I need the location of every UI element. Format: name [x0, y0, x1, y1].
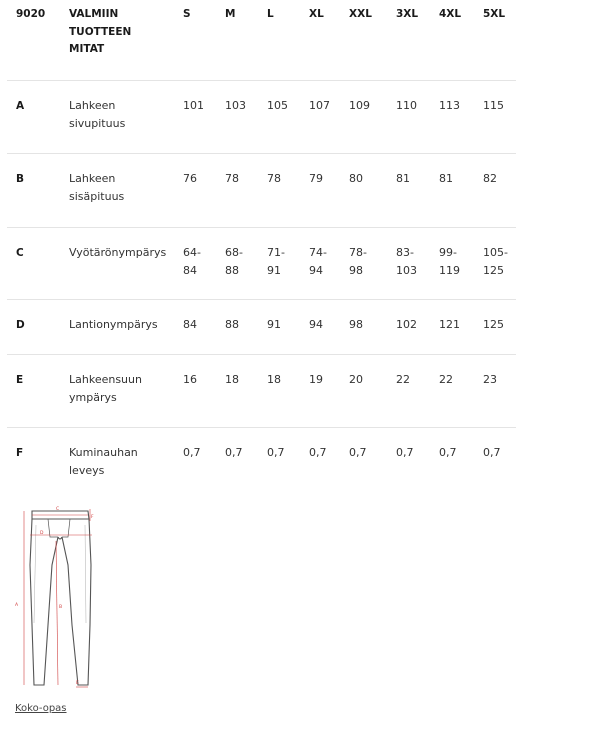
value-cell: 109: [340, 80, 387, 153]
value-cell: 99-119: [430, 227, 474, 299]
value-cell: 79: [300, 153, 340, 227]
value-cell: 23: [474, 354, 516, 427]
row-measure-name: Vyötärönympärys: [60, 227, 174, 299]
value-cell: 22: [430, 354, 474, 427]
value-cell: 107: [300, 80, 340, 153]
row-measure-name: Lahkeensuun ympärys: [60, 354, 174, 427]
header-size-l: L: [258, 6, 300, 80]
value-cell: 103: [216, 80, 258, 153]
leggings-measurement-diagram: [12, 505, 98, 691]
value-cell: 82: [474, 153, 516, 227]
value-cell: 16: [174, 354, 216, 427]
row-measure-name: Lantionympärys: [60, 299, 174, 354]
header-size-xl: XL: [300, 6, 340, 80]
value-cell: 0,7: [183, 445, 201, 459]
value-cell: 125: [474, 299, 516, 354]
value-cell: 64-84: [174, 227, 216, 299]
value-cell: 84: [174, 299, 216, 354]
leggings-outline: [30, 511, 91, 685]
table-row: [7, 427, 516, 497]
value-cell: 19: [300, 354, 340, 427]
value-cell: 74-94: [300, 227, 340, 299]
header-size-s: S: [174, 6, 216, 80]
value-cell: 18: [216, 354, 258, 427]
value-cell: 22: [387, 354, 430, 427]
table-row: [7, 299, 516, 354]
value-cell: 78: [216, 153, 258, 227]
value-cell: 102: [387, 299, 430, 354]
row-measure-name: Lahkeen sisäpituus: [60, 153, 174, 227]
value-cell: 80: [340, 153, 387, 227]
header-measure-name: VALMIIN TUOTTEEN MITAT: [60, 6, 174, 80]
table-row: [7, 80, 516, 153]
diagram-label-b: B: [59, 605, 63, 610]
header-size-4xl: 4XL: [430, 6, 474, 80]
measurement-markers: [24, 509, 92, 687]
value-cell: 105-125: [474, 227, 516, 299]
header-size-5xl: 5XL: [474, 6, 516, 80]
value-cell: 78: [258, 153, 300, 227]
row-code: D: [7, 299, 60, 354]
row-measure-name: Lahkeen sivupituus: [60, 80, 174, 153]
value-cell: 20: [340, 354, 387, 427]
size-guide-link[interactable]: Koko-opas: [15, 703, 67, 714]
value-cell: 98: [340, 299, 387, 354]
size-chart-table: [7, 6, 516, 497]
value-cell: 115: [474, 80, 516, 153]
value-cell: 94: [300, 299, 340, 354]
value-cell: 81: [430, 153, 474, 227]
value-cell: 78-98: [340, 227, 387, 299]
table-row: [7, 354, 516, 427]
header-size-xxl: XXL: [340, 6, 387, 80]
value-cell: 110: [387, 80, 430, 153]
table-row: [7, 227, 516, 299]
value-cell: 18: [258, 354, 300, 427]
value-cell: 68-88: [216, 227, 258, 299]
diagram-label-e: E: [76, 681, 79, 686]
table-header-row: [7, 6, 516, 80]
row-measure-name: Kuminauhan leveys: [69, 445, 138, 477]
value-cell: 0,7: [267, 445, 285, 459]
value-cell: 81: [387, 153, 430, 227]
row-code: E: [7, 354, 60, 427]
row-code: F: [16, 446, 24, 459]
header-size-3xl: 3XL: [387, 6, 430, 80]
value-cell: 76: [174, 153, 216, 227]
diagram-label-f: F: [91, 515, 94, 520]
value-cell: 0,7: [349, 445, 367, 459]
value-cell: 91: [258, 299, 300, 354]
value-cell: 101: [174, 80, 216, 153]
value-cell: 0,7: [396, 445, 414, 459]
value-cell: 83-103: [387, 227, 430, 299]
value-cell: 113: [430, 80, 474, 153]
value-cell: 0,7: [309, 445, 327, 459]
value-cell: 71-91: [258, 227, 300, 299]
header-size-m: M: [216, 6, 258, 80]
diagram-label-c: C: [56, 507, 60, 512]
row-code: B: [7, 153, 60, 227]
value-cell: 105: [258, 80, 300, 153]
row-code: A: [7, 80, 60, 153]
value-cell: 0,7: [439, 445, 457, 459]
diagram-label-d: D: [40, 531, 44, 536]
value-cell: 0,7: [225, 445, 243, 459]
value-cell: 0,7: [483, 445, 501, 459]
diagram-label-a: A: [15, 603, 19, 608]
value-cell: 121: [430, 299, 474, 354]
row-code: C: [7, 227, 60, 299]
table-row: [7, 153, 516, 227]
header-product-code: 9020: [7, 6, 60, 80]
value-cell: 88: [216, 299, 258, 354]
